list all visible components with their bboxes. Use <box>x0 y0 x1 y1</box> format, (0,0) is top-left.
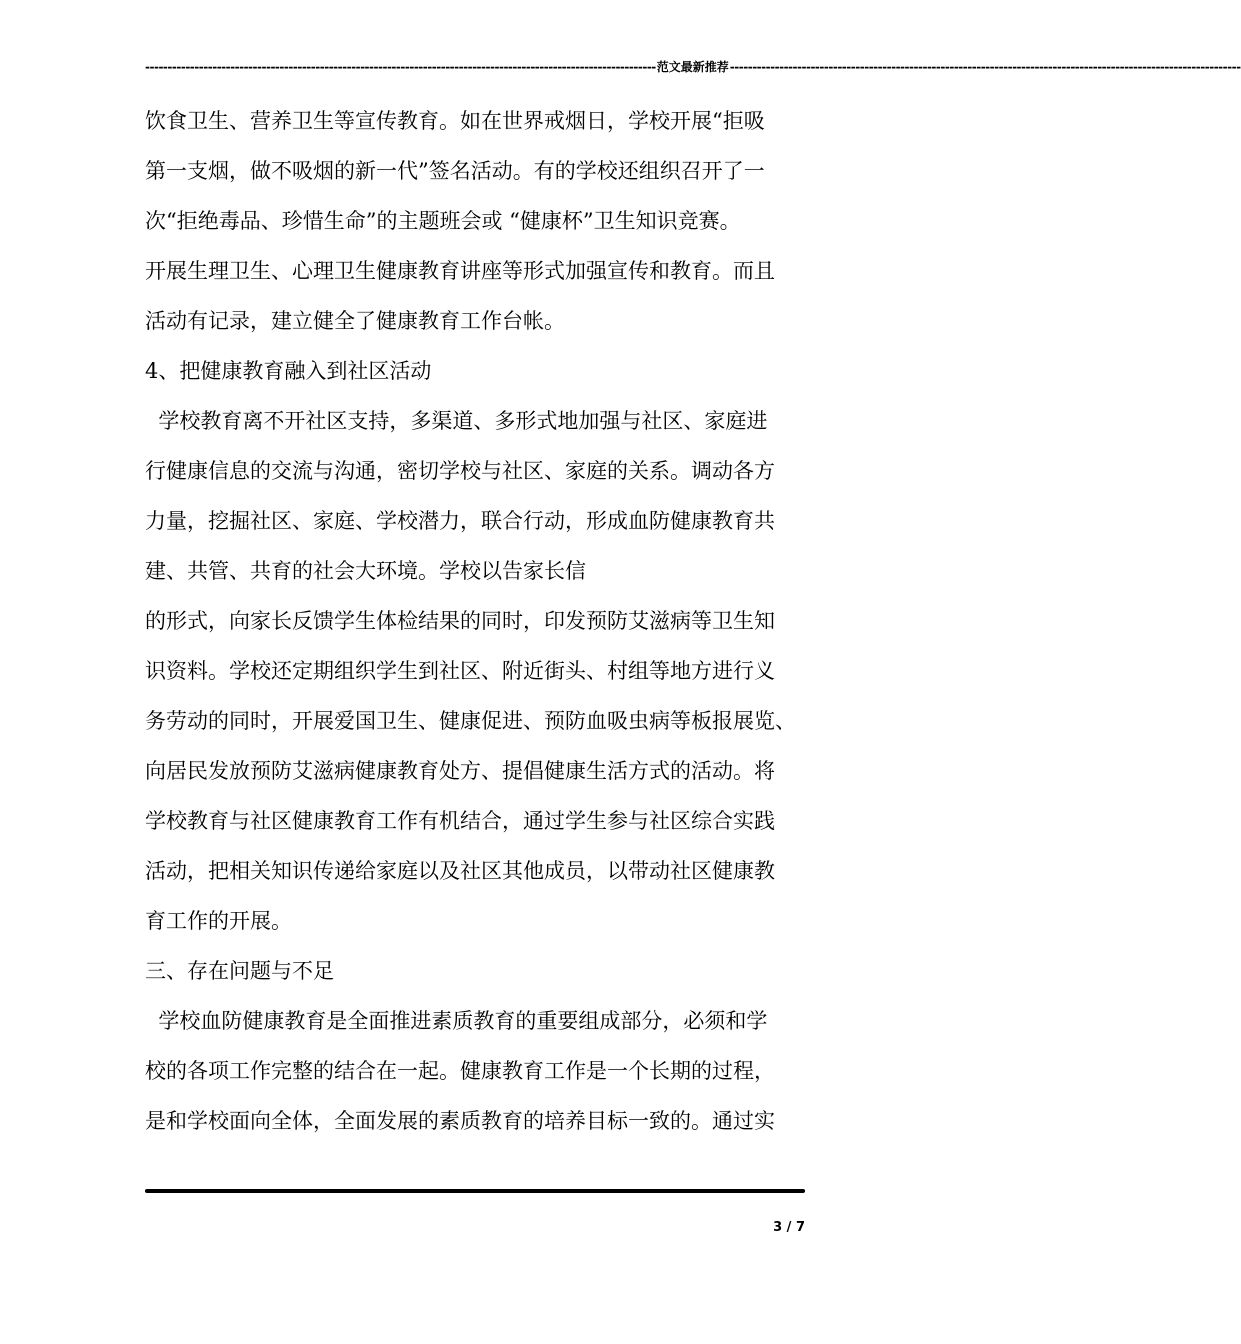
text-line: 识资料。学校还定期组织学生到社区、附近街头、村组等地方进行义 <box>145 659 775 683</box>
text-line: 行健康信息的交流与沟通，密切学校与社区、家庭的关系。调动各方 <box>145 459 775 483</box>
text-line: 活动有记录，建立健全了健康教育工作台帐。 <box>145 309 565 333</box>
text-line: 育工作的开展。 <box>145 909 292 933</box>
text-line: 学校血防健康教育是全面推进素质教育的重要组成部分，必须和学 <box>145 1009 768 1033</box>
text-line: 的形式，向家长反馈学生体检结果的同时，印发预防艾滋病等卫生知 <box>145 609 775 633</box>
section-heading: 4、把健康教育融入到社区活动 <box>145 359 432 383</box>
text-line: 开展生理卫生、心理卫生健康教育讲座等形式加强宣传和教育。而且 <box>145 259 775 283</box>
page-number: 3 / 7 <box>773 1220 805 1235</box>
header-title: 范文最新推荐 <box>656 60 729 74</box>
text-line: 力量，挖掘社区、家庭、学校潜力，联合行动，形成血防健康教育共 <box>145 509 775 533</box>
document-body <box>145 96 810 1146</box>
text-line: 是和学校面向全体，全面发展的素质教育的培养目标一致的。通过实 <box>145 1109 775 1133</box>
header-dash-left: ------------------------------------------------------------------------------------------------------------------ <box>145 59 656 74</box>
text-line: 向居民发放预防艾滋病健康教育处方、提倡健康生活方式的活动。将 <box>145 759 775 783</box>
text-line: 次“拒绝毒品、珍惜生命”的主题班会或 “健康杯”卫生知识竞赛。 <box>145 209 741 233</box>
text-line: 务劳动的同时，开展爱国卫生、健康促进、预防血吸虫病等板报展览、 <box>145 709 796 733</box>
text-line: 活动，把相关知识传递给家庭以及社区其他成员，以带动社区健康教 <box>145 859 775 883</box>
header-dash-right: ------------------------------------------------------------------------------------------------------------------ <box>729 59 1241 74</box>
text-line: 饮食卫生、营养卫生等宣传教育。如在世界戒烟日，学校开展“拒吸 <box>145 109 765 133</box>
text-line: 学校教育离不开社区支持，多渠道、多形式地加强与社区、家庭进 <box>145 409 768 433</box>
text-line: 学校教育与社区健康教育工作有机结合，通过学生参与社区综合实践 <box>145 809 775 833</box>
section-heading: 三、存在问题与不足 <box>145 959 334 983</box>
page-header <box>145 58 1241 75</box>
text-line: 校的各项工作完整的结合在一起。健康教育工作是一个长期的过程， <box>145 1059 775 1083</box>
text-line: 建、共管、共育的社会大环境。学校以告家长信 <box>145 559 586 583</box>
footer-divider <box>145 1189 805 1193</box>
text-line: 第一支烟，做不吸烟的新一代”签名活动。有的学校还组织召开了一 <box>145 159 765 183</box>
